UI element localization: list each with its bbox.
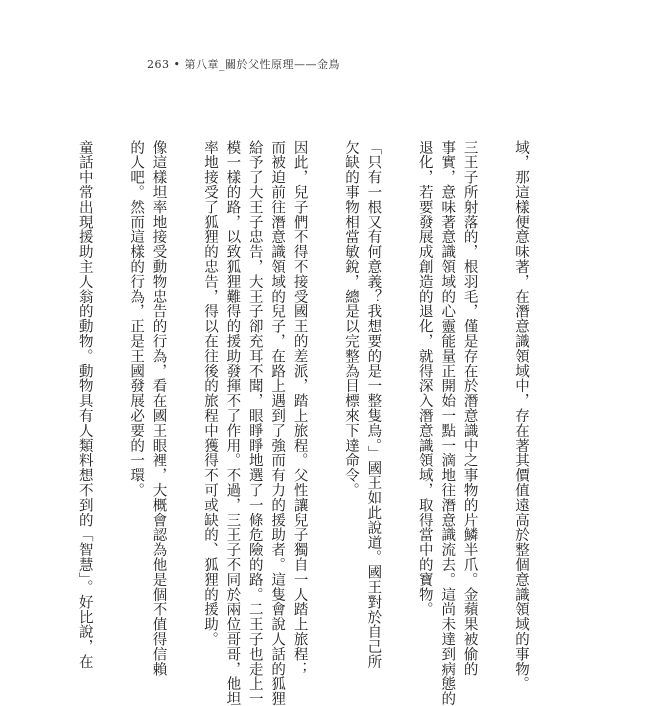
- running-header: [147, 56, 340, 72]
- text-line: 域，那這樣便意味著，在潛意識領域中，存在著其價值遠高於整個意識領域的事物。: [513, 140, 529, 692]
- text-line: 事實，意味著意識領域的心靈能量正開始一點一滴地往潛意識流去。這尚未達到病態的: [439, 140, 456, 706]
- text-line: 退化，若要發展成創造的退化，就得深入潛意識領域，取得當中的寶物。: [416, 140, 433, 617]
- text-line: 像這樣坦率地接受動物忠告的行為，看在國王眼裡，大概會認為他是個不值得信賴: [150, 140, 167, 677]
- text-line: 率地接受了狐狸的忠告，得以在往後的旅程中獲得不可或缺的、狐狸的援助。: [201, 140, 218, 647]
- text-line: 而被迫前往潛意識領域的兒子，在路上遇到了強而有力的援助者。這隻會說人話的狐狸: [269, 140, 286, 706]
- vertical-text-body: [76, 140, 532, 706]
- page-number: 263: [147, 58, 170, 71]
- running-head-title: • 第八章_關於父性原理——金鳥: [173, 58, 340, 71]
- text-line: 因此，兒子們不得不接受國王的差派，踏上旅程。父性讓兒子獨自一人踏上旅程；: [291, 140, 308, 677]
- text-line: 三王子所射落的，根羽毛，僅是存在於潛意識中之事物的片鱗半爪。金蘋果被偷的: [461, 140, 478, 677]
- text-line: 模一樣的路，以致狐狸難得的援助發揮不了作用。不過，三王子不同於兩位哥哥，他坦: [224, 140, 241, 706]
- text-line: 童話中常出現援助主人翁的動物。動物具有人類料想不到的「智慧」。好比說，在: [76, 140, 93, 670]
- text-line: 欠缺的事物相當敏銳，總是以完整為目標來下達命令。: [342, 140, 359, 498]
- text-line: 給予了大王子忠告，大王子卻充耳不聞，眼睜睜地選了一條危險的路。二王子也走上一: [246, 140, 263, 706]
- text-line: 的人吧。然而這樣的行為，正是王國發展必要的一環。: [128, 140, 145, 498]
- text-line: 「只有一根又有何意義？我想要的是一整隻鳥。」國王如此說道。國王對於自己所: [365, 140, 382, 670]
